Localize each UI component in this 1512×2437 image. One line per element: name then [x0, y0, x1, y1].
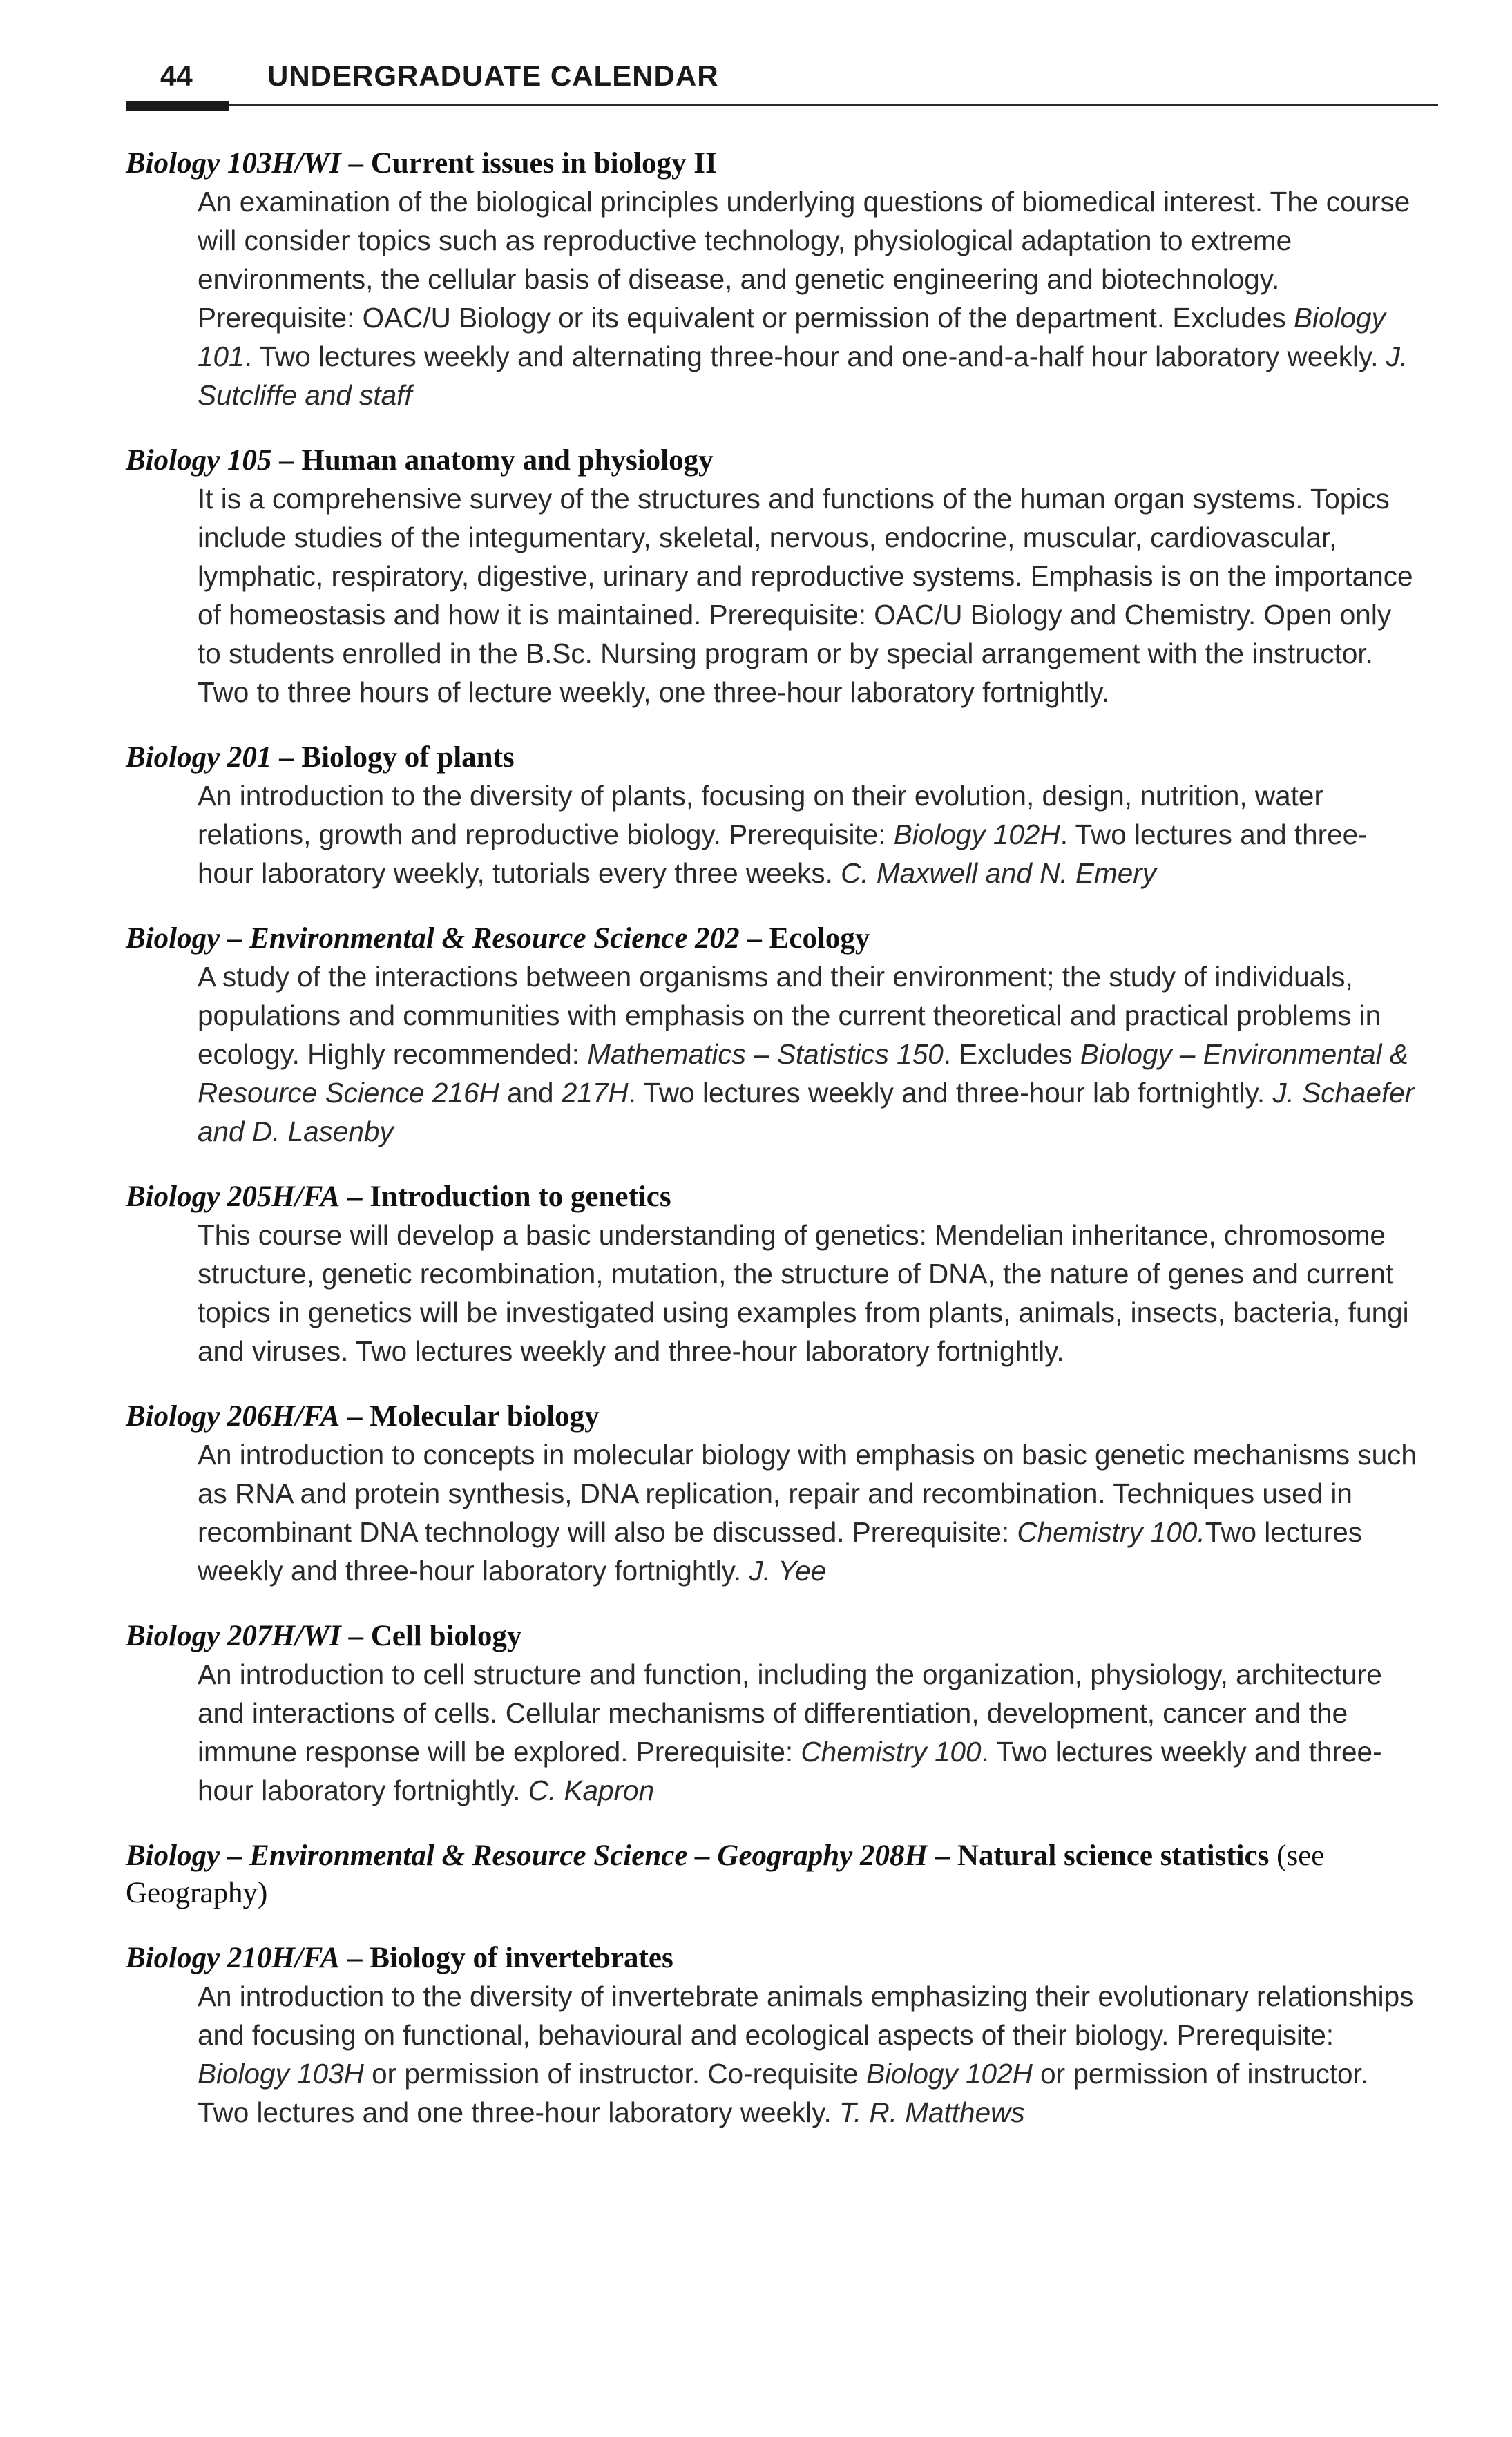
course-heading: [126, 442, 1417, 479]
course-title: Biology of plants: [301, 741, 515, 774]
course-reference: Biology – Environmental & Resource Science 216H: [198, 1038, 1408, 1109]
course-entry: [126, 739, 1417, 892]
course-description: [198, 479, 1417, 711]
instructors: J. Yee: [749, 1555, 827, 1587]
instructors: C. Kapron: [528, 1775, 655, 1806]
description-text: . Excludes: [943, 1038, 1080, 1070]
description-text: An introduction to the diversity of plants, focusing on their evolution, design, nutrition, water relations, growth and reproductive biology. Prerequisite:: [198, 780, 1323, 850]
course-description: [198, 1977, 1417, 2132]
description-text: or permission of instructor. Co-requisite: [363, 2058, 866, 2090]
course-code: Biology – Environmental & Resource Science 202: [126, 922, 740, 955]
description-text: A study of the interactions between organisms and their environment; the study of individuals, populations and communities with emphasis on the current theoretical and practical problems in ecology. Highly recommended:: [198, 961, 1381, 1070]
course-heading: [126, 1398, 1417, 1435]
instructors: T. R. Matthews: [839, 2096, 1025, 2128]
instructors: J. Sutcliffe and staff: [198, 341, 1408, 411]
description-text: It is a comprehensive survey of the structures and functions of the human organ systems. Topics include studies of the integumentary, skeletal, nervous, endocrine, muscular, cardiovascular, lymphatic, respiratory, digestive, urinary and reproductive systems. Emphasis is on the importance of homeostasis and how it is maintained. Prerequisite: OAC/U Biology and Chemistry. Open only to students enrolled in the B.Sc. Nursing program or by special arrangement with the instructor. Two to three hours of lecture weekly, one three-hour laboratory fortnightly.: [198, 483, 1413, 708]
course-entry: [126, 1940, 1417, 2132]
dash-separator: –: [340, 1942, 370, 1974]
description-text: An introduction to concepts in molecular biology with emphasis on basic genetic mechanisms such as RNA and protein synthesis, DNA replication, repair and recombination. Techniques used in recombinant DNA technology will also be discussed. Prerequisite:: [198, 1439, 1417, 1548]
course-title: Natural science statistics: [957, 1839, 1270, 1872]
course-title: Introduction to genetics: [370, 1181, 671, 1213]
header-rule: [126, 104, 1438, 106]
course-title: Biology of invertebrates: [370, 1942, 673, 1974]
course-code: Biology 105: [126, 444, 272, 477]
course-entry: [126, 1398, 1417, 1590]
course-reference: Biology 102H: [893, 819, 1060, 850]
course-code: Biology 206H/FA: [126, 1400, 341, 1433]
page-title: UNDERGRADUATE CALENDAR: [267, 59, 719, 92]
cross-reference-note: (see Geography): [126, 1839, 1325, 1909]
course-entry: [126, 1178, 1417, 1370]
course-entry: [126, 1618, 1417, 1810]
course-entry: [126, 1837, 1417, 1912]
course-heading: [126, 739, 1417, 776]
course-heading: [126, 1618, 1417, 1655]
course-code: Biology 103H/WI: [126, 147, 341, 180]
course-code: Biology 205H/FA: [126, 1181, 341, 1213]
course-heading: [126, 145, 1417, 182]
page-number: 44: [160, 59, 193, 92]
course-reference: 217H: [561, 1077, 629, 1109]
course-description: [198, 776, 1417, 892]
description-text: This course will develop a basic understanding of genetics: Mendelian inheritance, chromosome structure, genetic recombination, mutation, the structure of DNA, the nature of genes and current topics in genetics will be investigated using examples from plants, animals, insects, bacteria, fungi and viruses. Two lectures weekly and three-hour laboratory fortnightly.: [198, 1219, 1409, 1367]
instructors: J. Schaefer and D. Lasenby: [198, 1077, 1415, 1147]
dash-separator: –: [271, 741, 302, 774]
course-code: Biology 207H/WI: [126, 1620, 341, 1652]
course-reference: Chemistry 100: [801, 1736, 982, 1768]
course-code: Biology 201: [126, 741, 272, 774]
course-heading: [126, 1837, 1417, 1912]
description-text: . Two lectures weekly and alternating three-hour and one-and-a-half hour laboratory weekly.: [244, 341, 1386, 372]
course-description: [198, 1216, 1417, 1370]
course-reference: Chemistry 100.: [1017, 1516, 1205, 1548]
description-text: . Two lectures weekly and three-hour laboratory fortnightly.: [198, 1736, 1382, 1806]
dash-separator: –: [340, 1181, 370, 1213]
course-reference: Biology 101: [198, 302, 1386, 372]
course-reference: Mathematics – Statistics 150: [587, 1038, 944, 1070]
description-text: An examination of the biological principles underlying questions of biomedical interest. The course will consider topics such as reproductive technology, physiological adaptation to extreme environments, the cellular basis of disease, and genetic engineering and biotechnology. Prerequisite: OAC/U Biology or its equivalent or permission of the department. Excludes: [198, 186, 1410, 334]
course-entry: [126, 145, 1417, 414]
description-text: An introduction to cell structure and function, including the organization, physiology, architecture and interactions of cells. Cellular mechanisms of differentiation, development, cancer and the immune response will be explored. Prerequisite:: [198, 1659, 1382, 1768]
dash-separator: –: [271, 444, 302, 477]
description-text: . Two lectures and three-hour laboratory weekly, tutorials every three weeks.: [198, 819, 1368, 889]
course-title: Cell biology: [370, 1620, 522, 1652]
course-entry: [126, 442, 1417, 711]
course-title: Molecular biology: [370, 1400, 600, 1433]
course-code: Biology – Environmental & Resource Science – Geography 208H: [126, 1839, 928, 1872]
description-text: and: [499, 1077, 562, 1109]
dash-separator: –: [739, 922, 769, 955]
dash-separator: –: [341, 147, 371, 180]
page-header: [126, 40, 1438, 116]
course-reference: Biology 102H: [865, 2058, 1033, 2090]
description-text: . Two lectures weekly and three-hour lab fortnightly.: [628, 1077, 1273, 1109]
course-heading: [126, 920, 1417, 957]
course-entry: [126, 920, 1417, 1151]
description-text: An introduction to the diversity of invertebrate animals emphasizing their evolutionary relationships and focusing on functional, behavioural and ecological aspects of their biology. Prerequisite:: [198, 1980, 1414, 2051]
course-code: Biology 210H/FA: [126, 1942, 341, 1974]
instructors: C. Maxwell and N. Emery: [841, 857, 1157, 889]
header-block: [126, 101, 229, 111]
course-description: [198, 182, 1417, 414]
course-listing: [126, 145, 1417, 2159]
course-title: Ecology: [769, 922, 870, 955]
course-title: Current issues in biology II: [370, 147, 717, 180]
course-heading: [126, 1178, 1417, 1216]
course-title: Human anatomy and physiology: [301, 444, 714, 477]
course-heading: [126, 1940, 1417, 1977]
course-reference: Biology 103H: [198, 2058, 364, 2090]
course-description: [198, 957, 1417, 1151]
dash-separator: –: [341, 1620, 371, 1652]
description-text: or permission of instructor. Two lectures and one three-hour laboratory weekly.: [198, 2058, 1369, 2128]
dash-separator: –: [340, 1400, 370, 1433]
dash-separator: –: [927, 1839, 957, 1872]
description-text: Two lectures weekly and three-hour laboratory fortnightly.: [198, 1516, 1363, 1587]
course-description: [198, 1435, 1417, 1590]
course-description: [198, 1655, 1417, 1810]
